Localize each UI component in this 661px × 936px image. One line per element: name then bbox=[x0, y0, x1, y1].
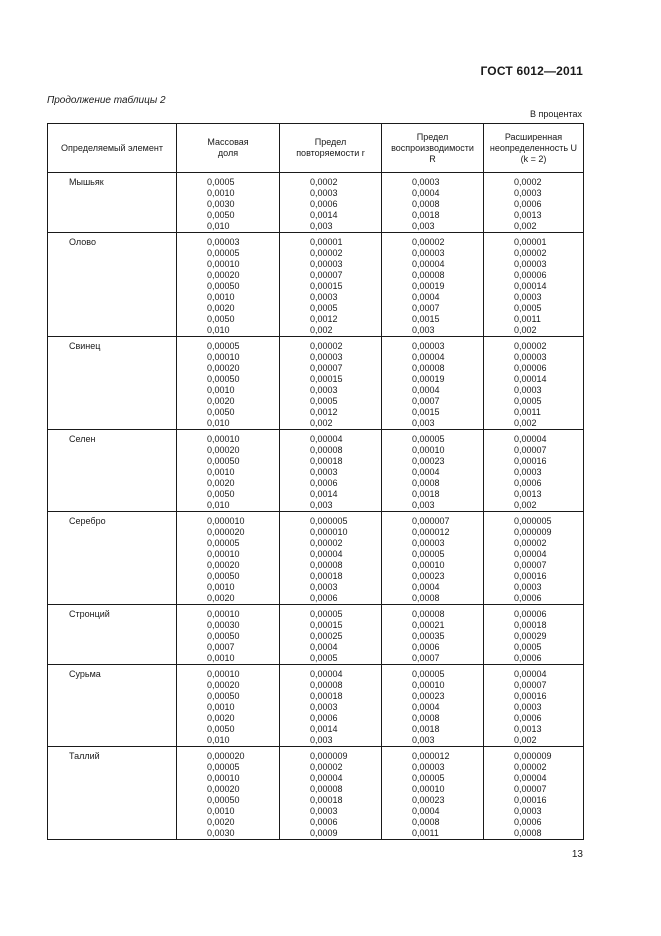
value: 0,00010 bbox=[207, 259, 240, 269]
reproducibility-cell bbox=[382, 173, 484, 233]
value: 0,003 bbox=[412, 735, 435, 745]
value: 0,00016 bbox=[514, 571, 547, 581]
value: 0,0012 bbox=[310, 407, 338, 417]
value: 0,003 bbox=[310, 221, 333, 231]
table-row bbox=[48, 337, 584, 430]
value: 0,0018 bbox=[412, 210, 440, 220]
table-header-row bbox=[48, 124, 584, 173]
reproducibility-cell bbox=[382, 605, 484, 665]
value: 0,0013 bbox=[514, 724, 542, 734]
element-name-cell bbox=[48, 430, 177, 512]
value: 0,0007 bbox=[412, 396, 440, 406]
value: 0,0050 bbox=[207, 314, 235, 324]
value: 0,0005 bbox=[207, 177, 235, 187]
value: 0,0004 bbox=[412, 292, 440, 302]
value: 0,00006 bbox=[514, 363, 547, 373]
value: 0,0010 bbox=[207, 292, 235, 302]
value: 0,00005 bbox=[412, 434, 445, 444]
value: 0,0005 bbox=[514, 642, 542, 652]
value: 0,0050 bbox=[207, 724, 235, 734]
value: 0,0003 bbox=[412, 177, 440, 187]
value: 0,0007 bbox=[412, 653, 440, 663]
value: 0,0006 bbox=[310, 199, 338, 209]
value: 0,0010 bbox=[207, 702, 235, 712]
value: 0,00010 bbox=[207, 549, 240, 559]
table-row bbox=[48, 665, 584, 747]
value: 0,0006 bbox=[514, 653, 542, 663]
value: 0,0007 bbox=[412, 303, 440, 313]
repeatability-cell bbox=[280, 747, 382, 840]
value: 0,00050 bbox=[207, 795, 240, 805]
repeatability-cell bbox=[280, 665, 382, 747]
value: 0,00020 bbox=[207, 445, 240, 455]
value: 0,0003 bbox=[310, 467, 338, 477]
value: 0,00019 bbox=[412, 281, 445, 291]
value: 0,0003 bbox=[514, 292, 542, 302]
value: 0,00005 bbox=[412, 773, 445, 783]
value: 0,00002 bbox=[310, 762, 343, 772]
value: 0,00005 bbox=[310, 609, 343, 619]
value: 0,00004 bbox=[514, 669, 547, 679]
mass-fraction-cell bbox=[177, 512, 280, 605]
value: 0,00035 bbox=[412, 631, 445, 641]
value: 0,010 bbox=[207, 500, 230, 510]
value: 0,00010 bbox=[412, 680, 445, 690]
value: 0,0003 bbox=[514, 467, 542, 477]
value: 0,00008 bbox=[310, 680, 343, 690]
element-name: Мышьяк bbox=[69, 177, 104, 187]
uncertainty-cell bbox=[484, 747, 584, 840]
element-name-cell bbox=[48, 512, 177, 605]
reproducibility-cell bbox=[382, 233, 484, 337]
value: 0,010 bbox=[207, 418, 230, 428]
table-body bbox=[48, 173, 584, 840]
value: 0,00010 bbox=[207, 434, 240, 444]
value: 0,010 bbox=[207, 221, 230, 231]
value: 0,00001 bbox=[514, 237, 547, 247]
value: 0,00010 bbox=[207, 773, 240, 783]
value: 0,00003 bbox=[412, 538, 445, 548]
value: 0,00003 bbox=[412, 248, 445, 258]
value: 0,00003 bbox=[412, 341, 445, 351]
value: 0,000012 bbox=[412, 751, 450, 761]
table-row bbox=[48, 430, 584, 512]
value: 0,0010 bbox=[207, 467, 235, 477]
mass-fraction-cell bbox=[177, 337, 280, 430]
element-name: Олово bbox=[69, 237, 96, 247]
value: 0,00008 bbox=[412, 609, 445, 619]
header-repeatability-limit: Предел повторяемости r bbox=[280, 124, 382, 173]
value: 0,00005 bbox=[412, 549, 445, 559]
element-name: Стронций bbox=[69, 609, 110, 619]
value: 0,000009 bbox=[514, 527, 552, 537]
value: 0,0014 bbox=[310, 724, 338, 734]
table-continuation-caption: Продолжение таблицы 2 bbox=[47, 95, 166, 106]
repeatability-cell bbox=[280, 430, 382, 512]
value: 0,00018 bbox=[310, 571, 343, 581]
value: 0,0003 bbox=[310, 188, 338, 198]
reproducibility-cell bbox=[382, 747, 484, 840]
value: 0,0003 bbox=[310, 806, 338, 816]
units-note: В процентах bbox=[530, 109, 582, 119]
value: 0,0030 bbox=[207, 828, 235, 838]
value: 0,0020 bbox=[207, 303, 235, 313]
reproducibility-cell bbox=[382, 665, 484, 747]
value: 0,00005 bbox=[207, 248, 240, 258]
value: 0,0003 bbox=[514, 188, 542, 198]
value: 0,0004 bbox=[412, 702, 440, 712]
uncertainty-cell bbox=[484, 337, 584, 430]
element-name: Таллий bbox=[69, 751, 100, 761]
value: 0,00007 bbox=[310, 363, 343, 373]
value: 0,00020 bbox=[207, 270, 240, 280]
element-name-cell bbox=[48, 747, 177, 840]
value: 0,0030 bbox=[207, 199, 235, 209]
value: 0,003 bbox=[412, 500, 435, 510]
value: 0,00025 bbox=[310, 631, 343, 641]
value: 0,0014 bbox=[310, 489, 338, 499]
value: 0,0005 bbox=[514, 303, 542, 313]
value: 0,0012 bbox=[310, 314, 338, 324]
value: 0,0009 bbox=[310, 828, 338, 838]
header-expanded-uncertainty: Расширенная неопределенность U (k = 2) bbox=[484, 124, 584, 173]
standard-code: ГОСТ 6012—2011 bbox=[480, 64, 583, 78]
reproducibility-cell bbox=[382, 430, 484, 512]
value: 0,00020 bbox=[207, 560, 240, 570]
mass-fraction-cell bbox=[177, 430, 280, 512]
value: 0,00016 bbox=[514, 691, 547, 701]
value: 0,0014 bbox=[310, 210, 338, 220]
repeatability-cell bbox=[280, 512, 382, 605]
value: 0,00004 bbox=[514, 773, 547, 783]
value: 0,0003 bbox=[514, 582, 542, 592]
value: 0,0011 bbox=[412, 828, 439, 838]
value: 0,0003 bbox=[310, 582, 338, 592]
mass-fraction-cell bbox=[177, 233, 280, 337]
value: 0,010 bbox=[207, 325, 230, 335]
table-row bbox=[48, 233, 584, 337]
value: 0,0005 bbox=[310, 396, 338, 406]
value: 0,000012 bbox=[412, 527, 450, 537]
value: 0,00050 bbox=[207, 691, 240, 701]
value: 0,0007 bbox=[207, 642, 235, 652]
value: 0,00003 bbox=[310, 352, 343, 362]
value: 0,00007 bbox=[514, 560, 547, 570]
element-name-cell bbox=[48, 665, 177, 747]
value: 0,003 bbox=[412, 325, 435, 335]
value: 0,00007 bbox=[514, 784, 547, 794]
value: 0,00008 bbox=[310, 784, 343, 794]
value: 0,002 bbox=[514, 221, 537, 231]
value: 0,0050 bbox=[207, 407, 235, 417]
value: 0,0006 bbox=[310, 713, 338, 723]
value: 0,00005 bbox=[207, 341, 240, 351]
value: 0,00008 bbox=[310, 560, 343, 570]
value: 0,0018 bbox=[412, 724, 440, 734]
value: 0,0008 bbox=[412, 713, 440, 723]
value: 0,0006 bbox=[514, 817, 542, 827]
element-name: Сурьма bbox=[69, 669, 101, 679]
value: 0,00050 bbox=[207, 374, 240, 384]
value: 0,0020 bbox=[207, 713, 235, 723]
mass-fraction-cell bbox=[177, 605, 280, 665]
value: 0,00008 bbox=[310, 445, 343, 455]
value: 0,0004 bbox=[412, 582, 440, 592]
repeatability-cell bbox=[280, 605, 382, 665]
value: 0,00006 bbox=[514, 270, 547, 280]
value: 0,00007 bbox=[310, 270, 343, 280]
value: 0,002 bbox=[310, 418, 333, 428]
value: 0,0005 bbox=[310, 653, 338, 663]
value: 0,00001 bbox=[310, 237, 343, 247]
value: 0,00014 bbox=[514, 374, 547, 384]
value: 0,00004 bbox=[310, 434, 343, 444]
value: 0,00050 bbox=[207, 571, 240, 581]
value: 0,00018 bbox=[514, 620, 547, 630]
value: 0,002 bbox=[514, 325, 537, 335]
value: 0,0003 bbox=[310, 385, 338, 395]
value: 0,010 bbox=[207, 735, 230, 745]
value: 0,00023 bbox=[412, 691, 445, 701]
value: 0,0008 bbox=[412, 199, 440, 209]
uncertainty-cell bbox=[484, 430, 584, 512]
value: 0,0002 bbox=[310, 177, 338, 187]
value: 0,0013 bbox=[514, 489, 542, 499]
value: 0,0050 bbox=[207, 489, 235, 499]
value: 0,000010 bbox=[310, 527, 348, 537]
value: 0,0020 bbox=[207, 396, 235, 406]
value: 0,00004 bbox=[310, 773, 343, 783]
value: 0,00020 bbox=[207, 680, 240, 690]
value: 0,00014 bbox=[514, 281, 547, 291]
value: 0,0010 bbox=[207, 582, 235, 592]
value: 0,00004 bbox=[310, 549, 343, 559]
header-element: Определяемый элемент bbox=[48, 124, 177, 173]
table-row bbox=[48, 605, 584, 665]
value: 0,0011 bbox=[514, 314, 541, 324]
value: 0,0010 bbox=[207, 385, 235, 395]
value: 0,00004 bbox=[514, 549, 547, 559]
value: 0,0004 bbox=[412, 467, 440, 477]
value: 0,0011 bbox=[514, 407, 541, 417]
value: 0,00002 bbox=[514, 538, 547, 548]
value: 0,0008 bbox=[412, 478, 440, 488]
value: 0,00006 bbox=[514, 609, 547, 619]
table-row bbox=[48, 173, 584, 233]
value: 0,00020 bbox=[207, 784, 240, 794]
value: 0,0003 bbox=[310, 292, 338, 302]
page-number: 13 bbox=[571, 849, 583, 860]
value: 0,00003 bbox=[514, 352, 547, 362]
value: 0,000020 bbox=[207, 751, 245, 761]
value: 0,00002 bbox=[310, 248, 343, 258]
value: 0,0020 bbox=[207, 478, 235, 488]
value: 0,0003 bbox=[514, 806, 542, 816]
value: 0,00002 bbox=[514, 762, 547, 772]
repeatability-cell bbox=[280, 233, 382, 337]
value: 0,0006 bbox=[310, 478, 338, 488]
value: 0,00020 bbox=[207, 363, 240, 373]
value: 0,00002 bbox=[514, 248, 547, 258]
value: 0,0020 bbox=[207, 593, 235, 603]
value: 0,0003 bbox=[514, 385, 542, 395]
value: 0,00003 bbox=[310, 259, 343, 269]
uncertainty-cell bbox=[484, 233, 584, 337]
value: 0,0008 bbox=[412, 593, 440, 603]
value: 0,0006 bbox=[412, 642, 440, 652]
value: 0,00018 bbox=[310, 691, 343, 701]
value: 0,00008 bbox=[412, 363, 445, 373]
value: 0,00005 bbox=[207, 538, 240, 548]
value: 0,00010 bbox=[412, 784, 445, 794]
reproducibility-cell bbox=[382, 512, 484, 605]
uncertainty-cell bbox=[484, 665, 584, 747]
value: 0,00007 bbox=[514, 680, 547, 690]
value: 0,00023 bbox=[412, 795, 445, 805]
value: 0,00004 bbox=[514, 434, 547, 444]
value: 0,003 bbox=[310, 500, 333, 510]
value: 0,00002 bbox=[412, 237, 445, 247]
value: 0,00010 bbox=[207, 669, 240, 679]
value: 0,0018 bbox=[412, 489, 440, 499]
results-table bbox=[47, 123, 584, 840]
value: 0,003 bbox=[412, 221, 435, 231]
value: 0,0004 bbox=[310, 642, 338, 652]
value: 0,00015 bbox=[310, 620, 343, 630]
value: 0,002 bbox=[514, 500, 537, 510]
value: 0,00008 bbox=[412, 270, 445, 280]
value: 0,0004 bbox=[412, 188, 440, 198]
table-row bbox=[48, 512, 584, 605]
value: 0,00010 bbox=[207, 609, 240, 619]
value: 0,00030 bbox=[207, 620, 240, 630]
value: 0,00015 bbox=[310, 374, 343, 384]
value: 0,0006 bbox=[310, 817, 338, 827]
value: 0,00010 bbox=[412, 560, 445, 570]
value: 0,0006 bbox=[514, 199, 542, 209]
value: 0,003 bbox=[310, 735, 333, 745]
value: 0,0008 bbox=[514, 828, 542, 838]
mass-fraction-cell bbox=[177, 747, 280, 840]
value: 0,00002 bbox=[514, 341, 547, 351]
uncertainty-cell bbox=[484, 173, 584, 233]
value: 0,0002 bbox=[514, 177, 542, 187]
value: 0,000009 bbox=[514, 751, 552, 761]
value: 0,00002 bbox=[310, 341, 343, 351]
element-name: Селен bbox=[69, 434, 96, 444]
element-name-cell bbox=[48, 605, 177, 665]
value: 0,00004 bbox=[310, 669, 343, 679]
value: 0,00016 bbox=[514, 795, 547, 805]
value: 0,00004 bbox=[412, 352, 445, 362]
value: 0,000010 bbox=[207, 516, 245, 526]
value: 0,00003 bbox=[514, 259, 547, 269]
value: 0,0005 bbox=[310, 303, 338, 313]
mass-fraction-cell bbox=[177, 665, 280, 747]
value: 0,0010 bbox=[207, 653, 235, 663]
value: 0,00016 bbox=[514, 456, 547, 466]
value: 0,0015 bbox=[412, 407, 440, 417]
value: 0,00050 bbox=[207, 631, 240, 641]
value: 0,0015 bbox=[412, 314, 440, 324]
value: 0,0006 bbox=[514, 478, 542, 488]
element-name-cell bbox=[48, 337, 177, 430]
value: 0,002 bbox=[310, 325, 333, 335]
element-name: Свинец bbox=[69, 341, 101, 351]
value: 0,0006 bbox=[514, 593, 542, 603]
value: 0,00023 bbox=[412, 456, 445, 466]
value: 0,0005 bbox=[514, 396, 542, 406]
reproducibility-cell bbox=[382, 337, 484, 430]
element-name-cell bbox=[48, 233, 177, 337]
value: 0,0006 bbox=[514, 713, 542, 723]
value: 0,00005 bbox=[412, 669, 445, 679]
value: 0,0013 bbox=[514, 210, 542, 220]
value: 0,000007 bbox=[412, 516, 450, 526]
value: 0,00002 bbox=[310, 538, 343, 548]
value: 0,0006 bbox=[310, 593, 338, 603]
repeatability-cell bbox=[280, 173, 382, 233]
value: 0,00018 bbox=[310, 456, 343, 466]
mass-fraction-cell bbox=[177, 173, 280, 233]
element-name: Серебро bbox=[69, 516, 106, 526]
value: 0,00018 bbox=[310, 795, 343, 805]
value: 0,0004 bbox=[412, 806, 440, 816]
value: 0,002 bbox=[514, 735, 537, 745]
value: 0,0020 bbox=[207, 817, 235, 827]
header-mass-fraction: Массовая доля bbox=[177, 124, 280, 173]
value: 0,00004 bbox=[412, 259, 445, 269]
value: 0,00019 bbox=[412, 374, 445, 384]
value: 0,003 bbox=[412, 418, 435, 428]
value: 0,00023 bbox=[412, 571, 445, 581]
value: 0,000020 bbox=[207, 527, 245, 537]
value: 0,0050 bbox=[207, 210, 235, 220]
value: 0,00003 bbox=[207, 237, 240, 247]
value: 0,00050 bbox=[207, 281, 240, 291]
value: 0,0010 bbox=[207, 806, 235, 816]
value: 0,00010 bbox=[207, 352, 240, 362]
uncertainty-cell bbox=[484, 605, 584, 665]
value: 0,000005 bbox=[310, 516, 348, 526]
value: 0,00005 bbox=[207, 762, 240, 772]
value: 0,0004 bbox=[412, 385, 440, 395]
value: 0,00007 bbox=[514, 445, 547, 455]
uncertainty-cell bbox=[484, 512, 584, 605]
value: 0,000009 bbox=[310, 751, 348, 761]
value: 0,002 bbox=[514, 418, 537, 428]
value: 0,0003 bbox=[514, 702, 542, 712]
value: 0,00021 bbox=[412, 620, 445, 630]
element-name-cell bbox=[48, 173, 177, 233]
table-row bbox=[48, 747, 584, 840]
value: 0,000005 bbox=[514, 516, 552, 526]
value: 0,0010 bbox=[207, 188, 235, 198]
value: 0,00010 bbox=[412, 445, 445, 455]
value: 0,0003 bbox=[310, 702, 338, 712]
repeatability-cell bbox=[280, 337, 382, 430]
value: 0,0008 bbox=[412, 817, 440, 827]
value: 0,00015 bbox=[310, 281, 343, 291]
value: 0,00029 bbox=[514, 631, 547, 641]
header-reproducibility-limit: Предел воспроизводимости R bbox=[382, 124, 484, 173]
value: 0,00003 bbox=[412, 762, 445, 772]
value: 0,00050 bbox=[207, 456, 240, 466]
